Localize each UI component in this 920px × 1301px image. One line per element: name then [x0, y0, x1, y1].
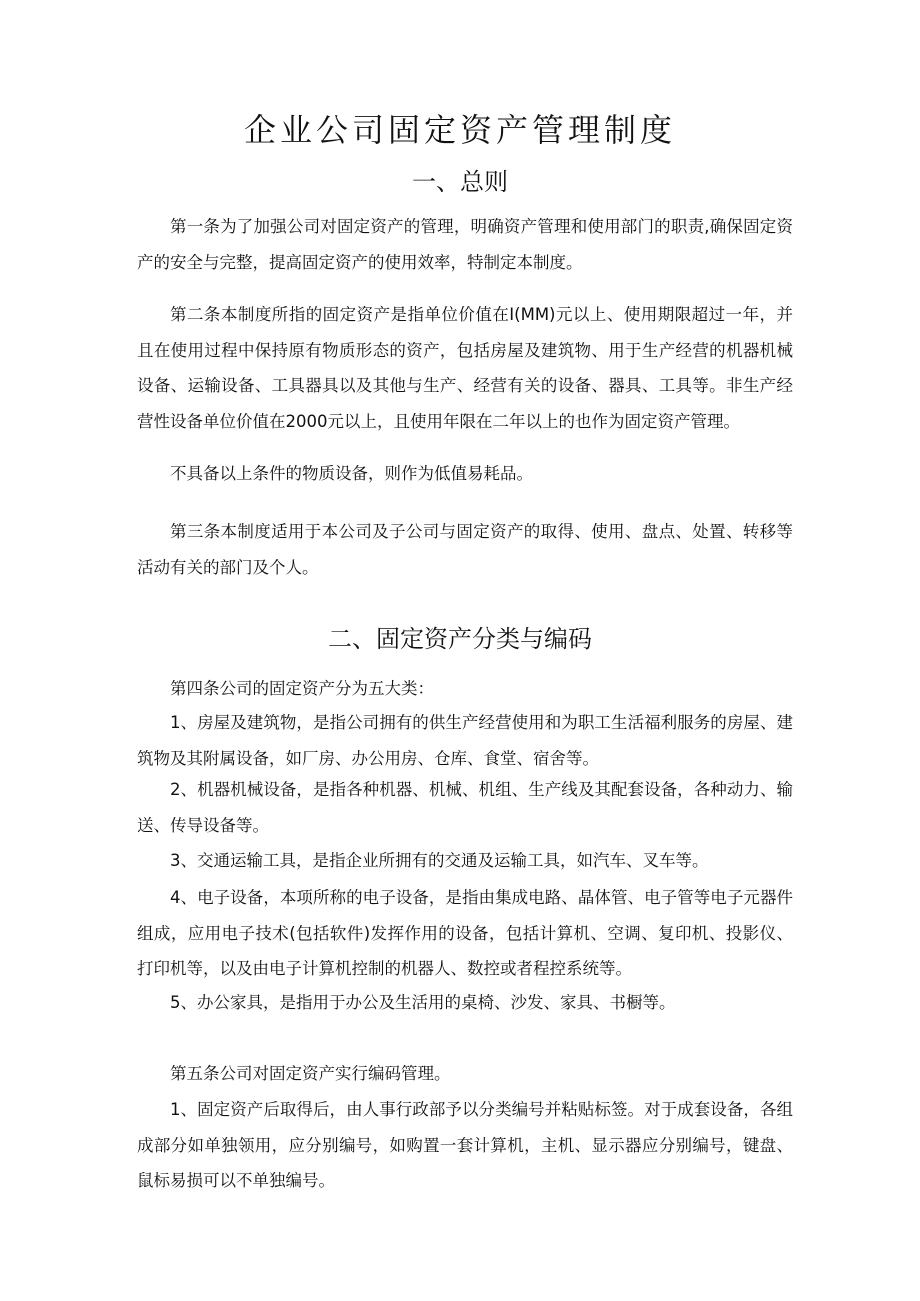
article-4: 第四条公司的固定资产分为五大类： — [170, 679, 434, 698]
document-title: 企业公司固定资产管理制度 — [243, 111, 676, 149]
article-4-item-2: 2、机器机械设备，是指各种机器、机械、机组、生产线及其配套设备，各种动力、输送、传导设备等。 — [137, 780, 793, 835]
article-4-item-1: 1、房屋及建筑物，是指公司拥有的供生产经营使用和为职工生活福利服务的房屋、建筑物及其附属设备，如厂房、办公用房、仓库、食堂、宿舍等。 — [137, 713, 793, 768]
article-2: 第二条本制度所指的固定资产是指单位价值在I(MM)元以上、使用期限超过一年，并且在使用过程中保持原有物质形态的资产，包括房屋及建筑物、用于生产经营的机器机械设备、运输设备、工具器具以及其他与生产、经营有关的设备、器具、工具等。非生产经营性设备单位价值在2000元以上，且使用年限在二年以上的也作为固定资产管理。 — [137, 305, 793, 431]
article-4-item-5: 5、办公家具，是指用于办公及生活用的桌椅、沙发、家具、书橱等。 — [170, 993, 676, 1012]
article-4-item-4: 4、电子设备，本项所称的电子设备，是指由集成电路、晶体管、电子管等电子元器件组成，应用电子技术(包括软件)发挥作用的设备，包括计算机、空调、复印机、投影仪、打印机等，以及由电子计算机控制的机器人、数控或者程控系统等。 — [137, 888, 793, 978]
article-5: 第五条公司对固定资产实行编码管理。 — [170, 1064, 451, 1083]
article-3: 第三条本制度适用于本公司及子公司与固定资产的取得、使用、盘点、处置、转移等活动有关的部门及个人。 — [137, 522, 793, 577]
article-5-item-1: 1、固定资产后取得后，由人事行政部予以分类编号并粘贴标签。对于成套设备，各组成部分如单独领用，应分别编号，如购置一套计算机，主机、显示器应分别编号，键盘、鼠标易损可以不单独编号。 — [137, 1100, 793, 1190]
section-heading-general: 一、总则 — [412, 168, 508, 196]
section-heading-classification: 二、固定资产分类与编码 — [328, 625, 592, 653]
article-2-note: 不具备以上条件的物质设备，则作为低值易耗品。 — [170, 464, 533, 483]
article-1: 第一条为了加强公司对固定资产的管理，明确资产管理和使用部门的职责,确保固定资产的安全与完整，提高固定资产的使用效率，特制定本制度。 — [137, 217, 793, 272]
article-4-item-3: 3、交通运输工具，是指企业所拥有的交通及运输工具，如汽车、叉车等。 — [170, 851, 709, 870]
